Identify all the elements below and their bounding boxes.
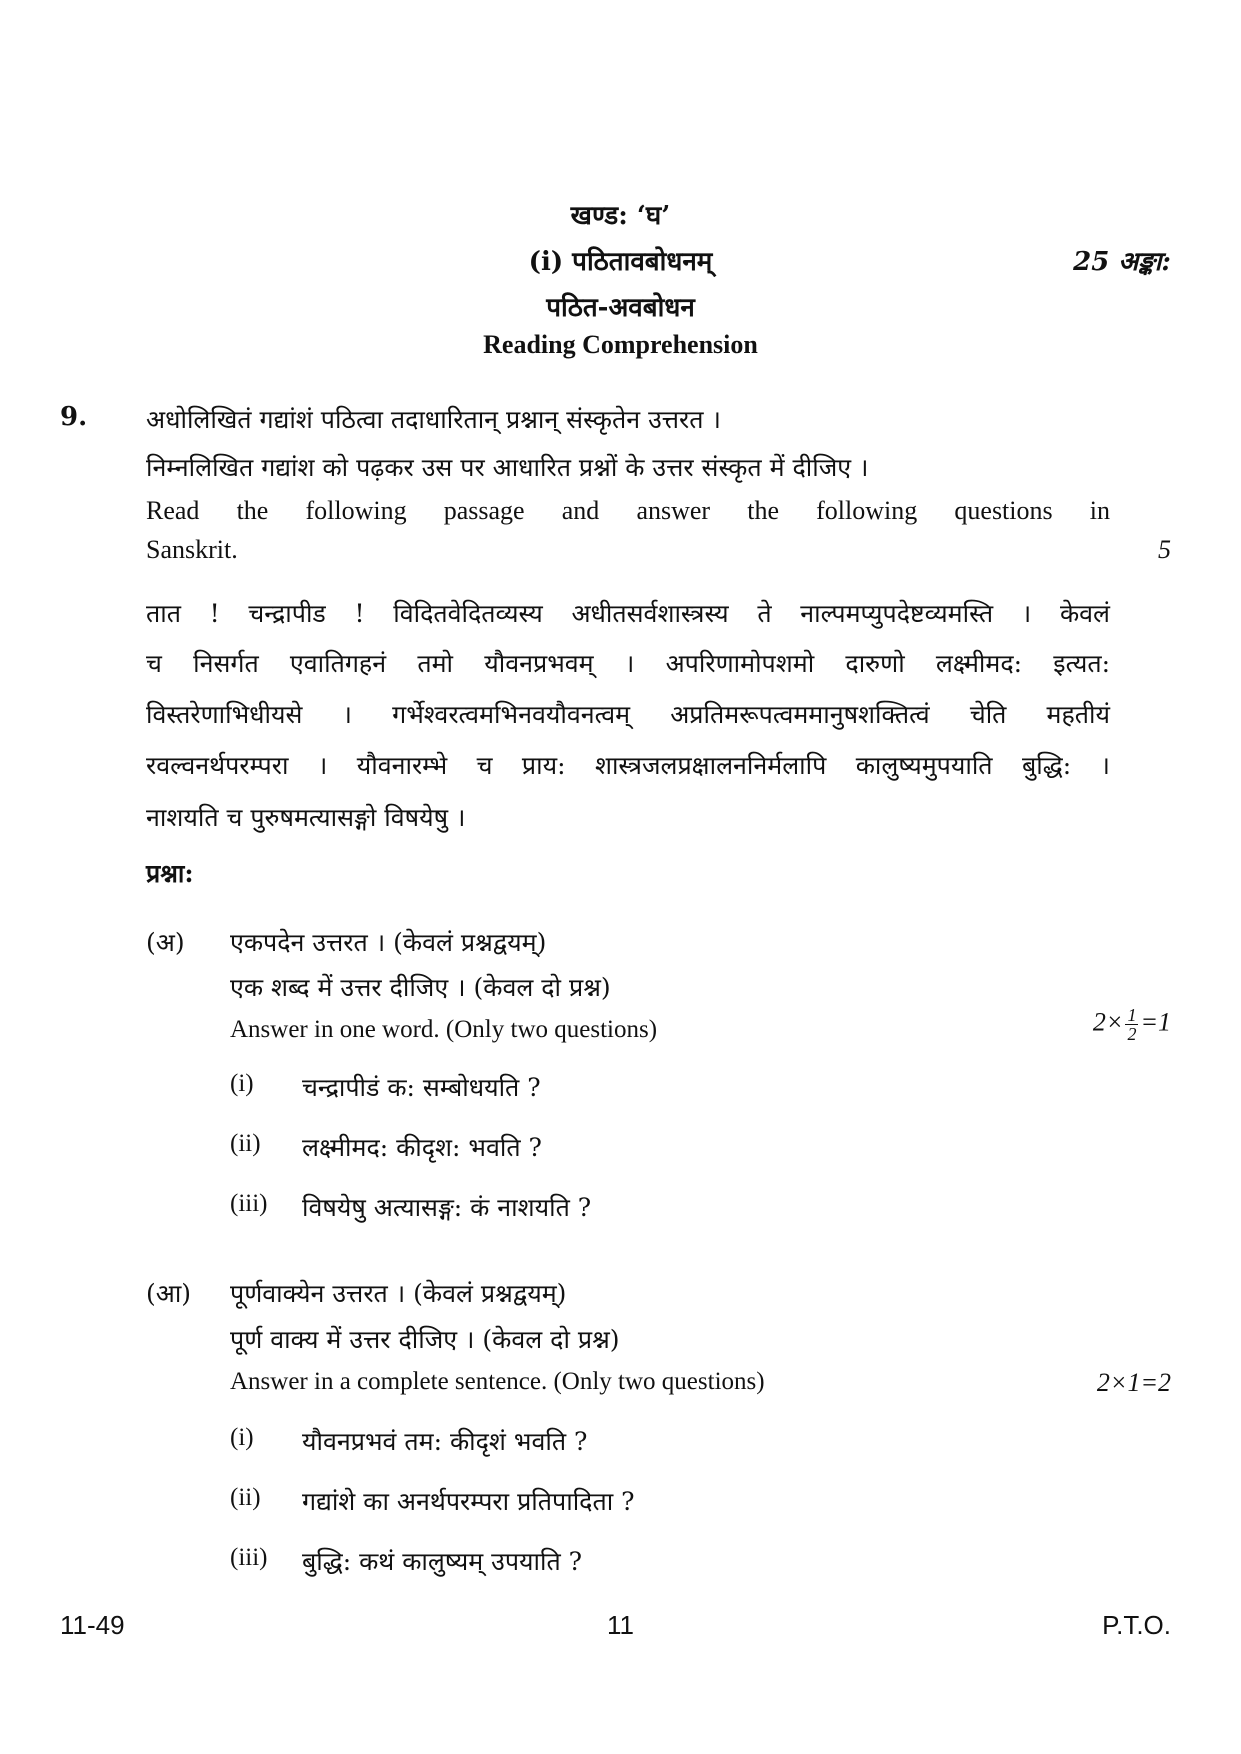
section-title: खण्ड: ‘घ’ (570, 201, 671, 231)
part-b-marks: 2×1=2 (1096, 1368, 1171, 1397)
part-b-instruction-sanskrit: पूर्णवाक्येन उत्तरत । (केवलं प्रश्नद्वयम्) (230, 1279, 567, 1308)
footer-page-number: 11 (607, 1610, 634, 1640)
part-a-label: (अ) (146, 928, 185, 957)
part-b-q1-text: यौवनप्रभवं तम: कीदृशं भवति ? (302, 1427, 588, 1456)
instruction-english-line1: Read the following passage and answer the following questions in (146, 496, 1110, 525)
instruction-sanskrit: अधोलिखितं गद्यांशं पठित्वा तदाधारितान् प्रश्नान् संस्कृतेन उत्तरत । (146, 405, 721, 434)
fraction-numerator: 1 (1127, 1005, 1137, 1025)
question-marks: 5 (1158, 535, 1171, 564)
footer-paper-code: 11-49 (60, 1610, 125, 1640)
fraction-denominator: 2 (1127, 1024, 1137, 1044)
subsection-title: (i) पठितावबोधनम् (528, 247, 713, 277)
part-a-marks (1093, 1006, 1171, 1043)
passage-line-1: तात ! चन्द्रापीड ! विदितवेदितव्यस्य अधीतसर्वशास्त्रस्य ते नाल्पमप्युपदेष्टव्यमस्ति । केवलं (146, 599, 1110, 628)
part-b-q2-text: गद्यांशे का अनर्थपरम्परा प्रतिपादिता ? (302, 1487, 635, 1516)
part-b-q2-number: (ii) (230, 1484, 261, 1511)
part-a-instruction-english: Answer in one word. (Only two questions) (230, 1016, 658, 1043)
instruction-hindi: निम्नलिखित गद्यांश को पढ़कर उस पर आधारित प्रश्नों के उत्तर संस्कृत में दीजिए । (146, 453, 869, 482)
question-number: 9. (60, 402, 88, 432)
passage-line-3: विस्तरेणाभिधीयसे । गर्भेश्वरत्वमभिनवयौवनत्वम् अप्रतिमरूपत्वममानुषशक्तित्वं चेति महतीयं (146, 700, 1110, 729)
passage-line-4: रवल्वनर्थपरम्परा । यौवनारम्भे च प्राय: शास्त्रजलप्रक्षालननिर्मलापि कालुष्यमुपयाति बुद्धि: । (146, 751, 1110, 780)
part-a-marks-prefix: 2× (1092, 1007, 1124, 1037)
part-a-instruction-sanskrit: एकपदेन उत्तरत । (केवलं प्रश्नद्वयम्) (230, 928, 547, 957)
part-a-q1-number: (i) (230, 1070, 254, 1097)
part-a-instruction-hindi: एक शब्द में उत्तर दीजिए । (केवल दो प्रश्न) (230, 973, 611, 1002)
part-a-q1-text: चन्द्रापीडं क: सम्बोधयति ? (302, 1073, 541, 1102)
part-a-q2-text: लक्ष्मीमद: कीदृश: भवति ? (302, 1133, 542, 1162)
instruction-english-line2: Sanskrit. (146, 535, 238, 564)
part-a-q3-text: विषयेषु अत्यासङ्ग: कं नाशयति ? (302, 1193, 592, 1222)
part-b-label: (आ) (146, 1279, 192, 1308)
part-b-instruction-hindi: पूर्ण वाक्य में उत्तर दीजिए । (केवल दो प्रश्न) (230, 1325, 620, 1354)
questions-heading: प्रश्ना: (146, 859, 194, 888)
section-marks: 25 अङ्का: (1073, 247, 1171, 277)
part-b-instruction-english: Answer in a complete sentence. (Only two questions) (230, 1368, 765, 1395)
part-b-q3-text: बुद्धि: कथं कालुष्यम् उपयाति ? (302, 1547, 583, 1576)
subsection-title-english: Reading Comprehension (483, 330, 758, 359)
part-b-q3-number: (iii) (230, 1544, 268, 1571)
subsection-title-hindi: पठित-अवबोधन (546, 293, 695, 323)
part-a-q2-number: (ii) (230, 1130, 261, 1157)
passage-line-5: नाशयति च पुरुषमत्यासङ्गो विषयेषु । (146, 803, 466, 832)
fraction-half (1125, 1006, 1138, 1043)
passage-line-2: च निसर्गत एवातिगहनं तमो यौवनप्रभवम् । अपरिणामोपशमो दारुणो लक्ष्मीमद: इत्यत: (146, 649, 1110, 678)
part-a-marks-suffix: =1 (1140, 1007, 1171, 1037)
footer-pto: P.T.O. (1102, 1610, 1171, 1640)
part-b-q1-number: (i) (230, 1424, 254, 1451)
part-a-q3-number: (iii) (230, 1190, 268, 1217)
